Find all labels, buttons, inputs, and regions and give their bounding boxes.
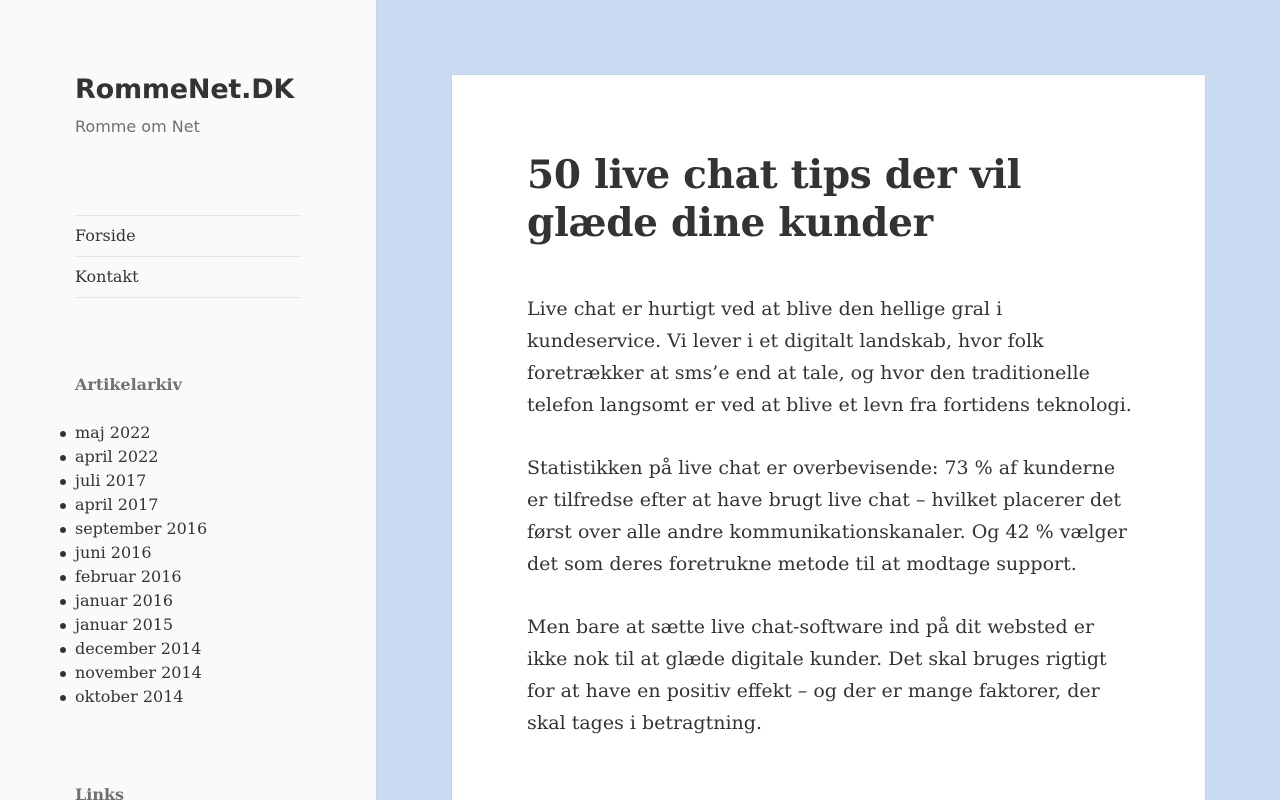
archive-link-oktober-2014[interactable]: oktober 2014 <box>75 687 184 706</box>
site-description: Romme om Net <box>75 117 200 136</box>
archive-link-januar-2016[interactable]: januar 2016 <box>75 591 174 610</box>
archive-list-item <box>75 685 207 709</box>
archive-list-item <box>75 469 207 493</box>
archive-link-april-2017[interactable]: april 2017 <box>75 495 159 514</box>
sidebar <box>0 0 376 800</box>
article-card <box>452 75 1205 800</box>
archive-list <box>75 421 207 709</box>
archive-list-item <box>75 661 207 685</box>
archive-list-item <box>75 445 207 469</box>
archive-link-september-2016[interactable]: september 2016 <box>75 519 208 538</box>
archive-list-item <box>75 613 207 637</box>
archive-link-april-2022[interactable]: april 2022 <box>75 447 159 466</box>
archive-list-item <box>75 493 207 517</box>
nav-item-kontakt[interactable]: Kontakt <box>75 257 301 298</box>
archive-list-item <box>75 565 207 589</box>
site-title-link[interactable]: RommeNet.DK <box>75 74 295 105</box>
archive-link-februar-2016[interactable]: februar 2016 <box>75 567 182 586</box>
archive-link-november-2014[interactable]: november 2014 <box>75 663 202 682</box>
links-widget-title: Links <box>75 785 125 800</box>
archive-link-juni-2016[interactable]: juni 2016 <box>75 543 152 562</box>
archive-list-item <box>75 421 207 445</box>
article-body <box>527 293 1135 770</box>
archive-list-item <box>75 589 207 613</box>
archive-link-maj-2022[interactable]: maj 2022 <box>75 423 151 442</box>
article-title: 50 live chat tips der vil glæde dine kunder <box>527 152 1022 246</box>
archive-widget-title: Artikelarkiv <box>75 375 182 394</box>
archive-list-item <box>75 541 207 565</box>
article-paragraph: Men bare at sætte live chat-software ind på dit websted er ikke nok til at glæde digitale kunder. Det skal bruges rigtigt for at have en positiv effekt – og der er mange faktorer, der skal tages i betragtning. <box>527 616 1107 734</box>
archive-list-item <box>75 517 207 541</box>
archive-link-december-2014[interactable]: december 2014 <box>75 639 202 658</box>
archive-link-juli-2017[interactable]: juli 2017 <box>75 471 147 490</box>
archive-link-januar-2015[interactable]: januar 2015 <box>75 615 174 634</box>
main-navigation <box>75 215 301 298</box>
nav-item-forside[interactable]: Forside <box>75 216 301 257</box>
article-paragraph: Live chat er hurtigt ved at blive den hellige gral i kundeservice. Vi lever i et digitalt landskab, hvor folk foretrækker at sms’e end at tale, og hvor den traditionelle telefon langsomt er ved at blive et levn fra fortidens teknologi. <box>527 298 1132 416</box>
article-paragraph: Statistikken på live chat er overbevisende: 73 % af kunderne er tilfredse efter at have brugt live chat – hvilket placerer det først over alle andre kommunikationskanaler. Og 42 % vælger det som deres foretrukne metode til at modtage support. <box>527 457 1127 575</box>
archive-list-item <box>75 637 207 661</box>
